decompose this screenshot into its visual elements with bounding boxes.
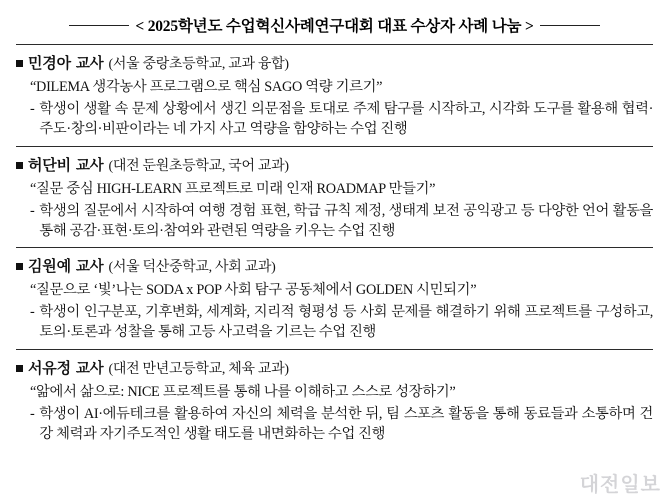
square-bullet-icon: [16, 263, 23, 270]
entry-description-text: 학생의 질문에서 시작하여 여행 경험 표현, 학급 규칙 제정, 생태계 보전 공익광고 등 다양한 언어 활동을 통해 공감·표현·토의·참여와 관련된 역량을 키우는 수업 진행: [39, 202, 653, 239]
square-bullet-icon: [16, 365, 23, 372]
divider-top: [16, 44, 653, 45]
entry-header: [16, 52, 653, 73]
square-bullet-icon: [16, 60, 23, 67]
list-item: [16, 357, 653, 445]
teacher-affiliation: (서울 중랑초등학교, 교과 융합): [108, 57, 289, 72]
entry-header: [16, 255, 653, 276]
list-item: [16, 52, 653, 140]
entry-description-text: 학생이 AI·에듀테크를 활용하여 자신의 체력을 분석한 뒤, 팀 스포츠 활동을 통해 동료들과 소통하며 건강 체력과 자기주도적인 생활 태도를 내면화하는 수업 진행: [39, 405, 653, 443]
list-item: [16, 255, 653, 343]
teacher-affiliation: (대전 만년고등학교, 체육 교과): [108, 361, 289, 377]
entry-description: [30, 201, 653, 242]
teacher-role: 교사: [75, 360, 104, 377]
teacher-name: 서유정: [28, 360, 71, 377]
title-rule-right: [540, 25, 600, 26]
page-title: < 2025학년도 수업혁신사례연구대회 대표 수상자 사례 나눔 >: [135, 18, 534, 35]
entry-description-text: 학생이 생활 속 문제 상황에서 생긴 의문점을 토대로 주제 탐구를 시작하고, 시각화 도구를 활용해 협력·주도·창의·비판이라는 네 가지 사고 역량을 함양하는 수업 진행: [39, 101, 653, 138]
entry-header: [16, 154, 653, 175]
entry-description-text: 학생이 인구분포, 기후변화, 세계화, 지리적 형평성 등 사회 문제를 해결하기 위해 프로젝트를 구성하고, 토의·토론과 성찰을 통해 고등 사고력을 기르는 수업 진행: [39, 304, 653, 341]
entry-quote: “DILEMA 생각농사 프로그램으로 핵심 SAGO 역량 기르기”: [30, 79, 383, 95]
divider-1: [16, 146, 653, 147]
entry-description: [30, 99, 653, 140]
dash-marker: -: [30, 405, 35, 422]
teacher-affiliation: (대전 둔원초등학교, 국어 교과): [108, 158, 289, 174]
entry-quote: “앎에서 삶으로: NICE 프로젝트를 통해 나를 이해하고 스스로 성장하기”: [30, 383, 456, 400]
list-item: [16, 154, 653, 242]
watermark: 대전일보: [579, 474, 661, 496]
teacher-role: 교사: [75, 56, 104, 72]
entry-quote: “질문으로 ‘빛’나는 SODA x POP 사회 탐구 공동체에서 GOLDEN 시민되기”: [30, 282, 477, 299]
entry-header: [16, 357, 653, 378]
dash-marker: -: [30, 304, 35, 321]
teacher-role: 교사: [75, 259, 104, 276]
divider-3: [16, 349, 653, 350]
title-rule-left: [69, 25, 129, 26]
teacher-affiliation: (서울 덕산중학교, 사회 교과): [108, 260, 276, 276]
entry-description: [30, 302, 653, 343]
teacher-name: 허단비: [28, 157, 71, 174]
teacher-name: 민경아: [28, 56, 71, 72]
teacher-name: 김원예: [28, 259, 71, 276]
teacher-role: 교사: [75, 157, 104, 174]
square-bullet-icon: [16, 162, 23, 169]
dash-marker: -: [30, 202, 35, 219]
entry-description: [30, 404, 653, 445]
divider-2: [16, 247, 653, 248]
document-title-row: [14, 14, 655, 36]
entry-quote: “질문 중심 HIGH-LEARN 프로젝트로 미래 인재 ROADMAP 만들기”: [30, 180, 436, 197]
dash-marker: -: [30, 101, 35, 117]
